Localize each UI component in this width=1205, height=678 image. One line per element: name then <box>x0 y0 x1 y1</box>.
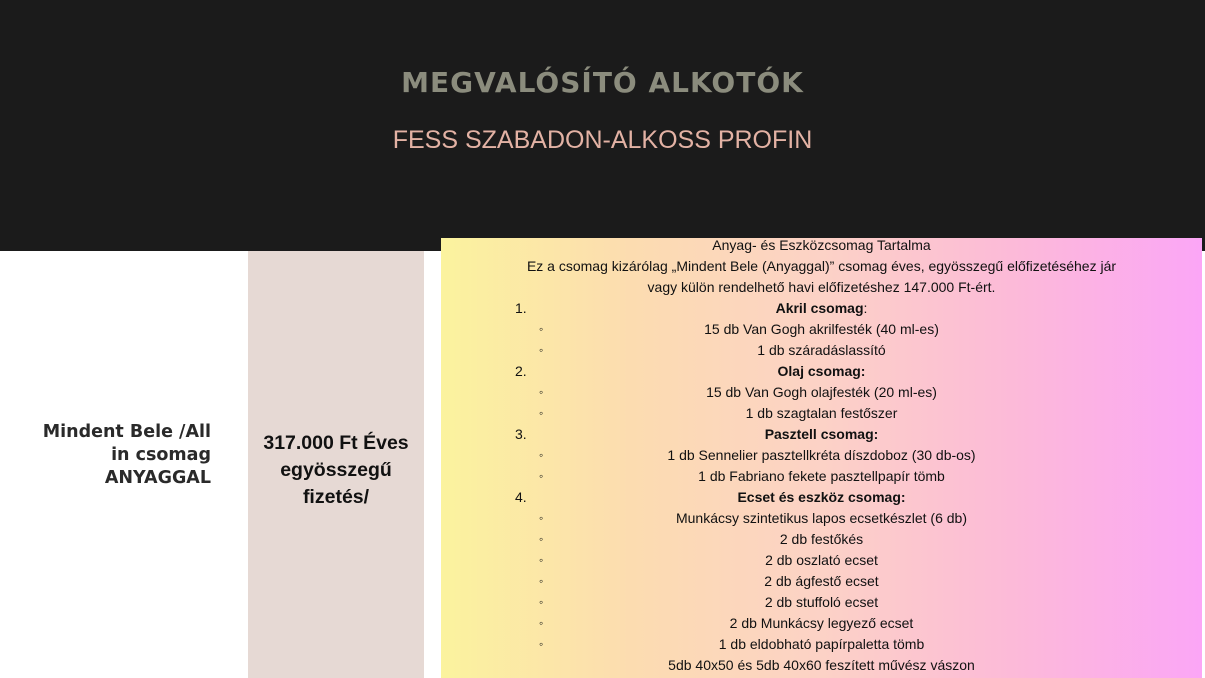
section-title: Pasztell csomag: <box>764 426 879 442</box>
section-number: 2. <box>515 363 527 379</box>
package-name-line: in csomag <box>111 445 211 465</box>
package-name-line: ANYAGGAL <box>104 468 211 488</box>
section-number: 3. <box>515 426 527 442</box>
bullet-icon: ◦ <box>539 343 544 357</box>
price-text <box>248 430 424 511</box>
list-item: 15 db Van Gogh akrilfesték (40 ml-es) <box>704 321 939 337</box>
bullet-icon: ◦ <box>539 553 544 567</box>
section-title: Olaj csomag: <box>777 363 866 379</box>
bullet-icon: ◦ <box>539 385 544 399</box>
list-item: 1 db szagtalan festőszer <box>745 405 898 421</box>
list-item: 1 db Fabriano fekete pasztellpapír tömb <box>698 468 945 484</box>
section-number: 1. <box>515 300 527 316</box>
bullet-icon: ◦ <box>539 532 544 546</box>
list-item: 2 db stuffoló ecset <box>764 594 879 610</box>
bullet-icon: ◦ <box>539 322 544 336</box>
contents-heading: Anyag- és Eszközcsomag Tartalma <box>712 237 931 253</box>
bullet-icon: ◦ <box>539 616 544 630</box>
bullet-icon: ◦ <box>539 406 544 420</box>
section-title-text: Akril csomag <box>775 300 864 316</box>
bullet-icon: ◦ <box>539 511 544 525</box>
section-number: 4. <box>515 489 527 505</box>
list-item: 2 db oszlató ecset <box>765 552 878 568</box>
hero-banner <box>0 0 1205 251</box>
list-item: 2 db Munkácsy legyező ecset <box>729 615 914 631</box>
price-line: 317.000 Ft Éves <box>263 432 409 454</box>
footer-line: 5db 40x50 és 5db 40x60 feszített művész vászon <box>668 657 975 673</box>
intro-line: vagy külön rendelhető havi előfizetéshez 147.000 Ft-ért. <box>647 279 996 295</box>
bullet-icon: ◦ <box>539 595 544 609</box>
price-column <box>248 251 424 678</box>
bullet-icon: ◦ <box>539 637 544 651</box>
list-item: 15 db Van Gogh olajfesték (20 ml-es) <box>706 384 937 400</box>
section-title: Ecset és eszköz csomag: <box>737 489 906 505</box>
package-name-line: Mindent Bele /All <box>42 422 211 442</box>
section-title <box>441 298 1202 319</box>
bullet-icon: ◦ <box>539 574 544 588</box>
list-item: 2 db ágfestő ecset <box>764 573 879 589</box>
list-item: 1 db Sennelier pasztellkréta díszdoboz (30 db-os) <box>667 447 976 463</box>
section-title-suffix: : <box>863 300 868 316</box>
hero-subtitle: FESS SZABADON-ALKOSS PROFIN <box>392 126 813 154</box>
price-line: egyösszegű <box>280 459 392 481</box>
price-line: fizetés/ <box>302 486 370 508</box>
hero-title: MEGVALÓSÍTÓ ALKOTÓK <box>401 66 804 99</box>
intro-line: Ez a csomag kizárólag „Mindent Bele (Anyaggal)” csomag éves, egyösszegű előfizetéséhez jár <box>526 258 1117 274</box>
bullet-icon: ◦ <box>539 469 544 483</box>
list-item: Munkácsy szintetikus lapos ecsetkészlet (6 db) <box>675 510 967 526</box>
list-item: 2 db festőkés <box>779 531 864 547</box>
list-item: 1 db eldobható papírpaletta tömb <box>718 636 925 652</box>
bullet-icon: ◦ <box>539 448 544 462</box>
package-contents-box <box>441 238 1202 678</box>
list-item: 1 db száradáslassító <box>757 342 886 358</box>
package-name <box>0 421 211 490</box>
